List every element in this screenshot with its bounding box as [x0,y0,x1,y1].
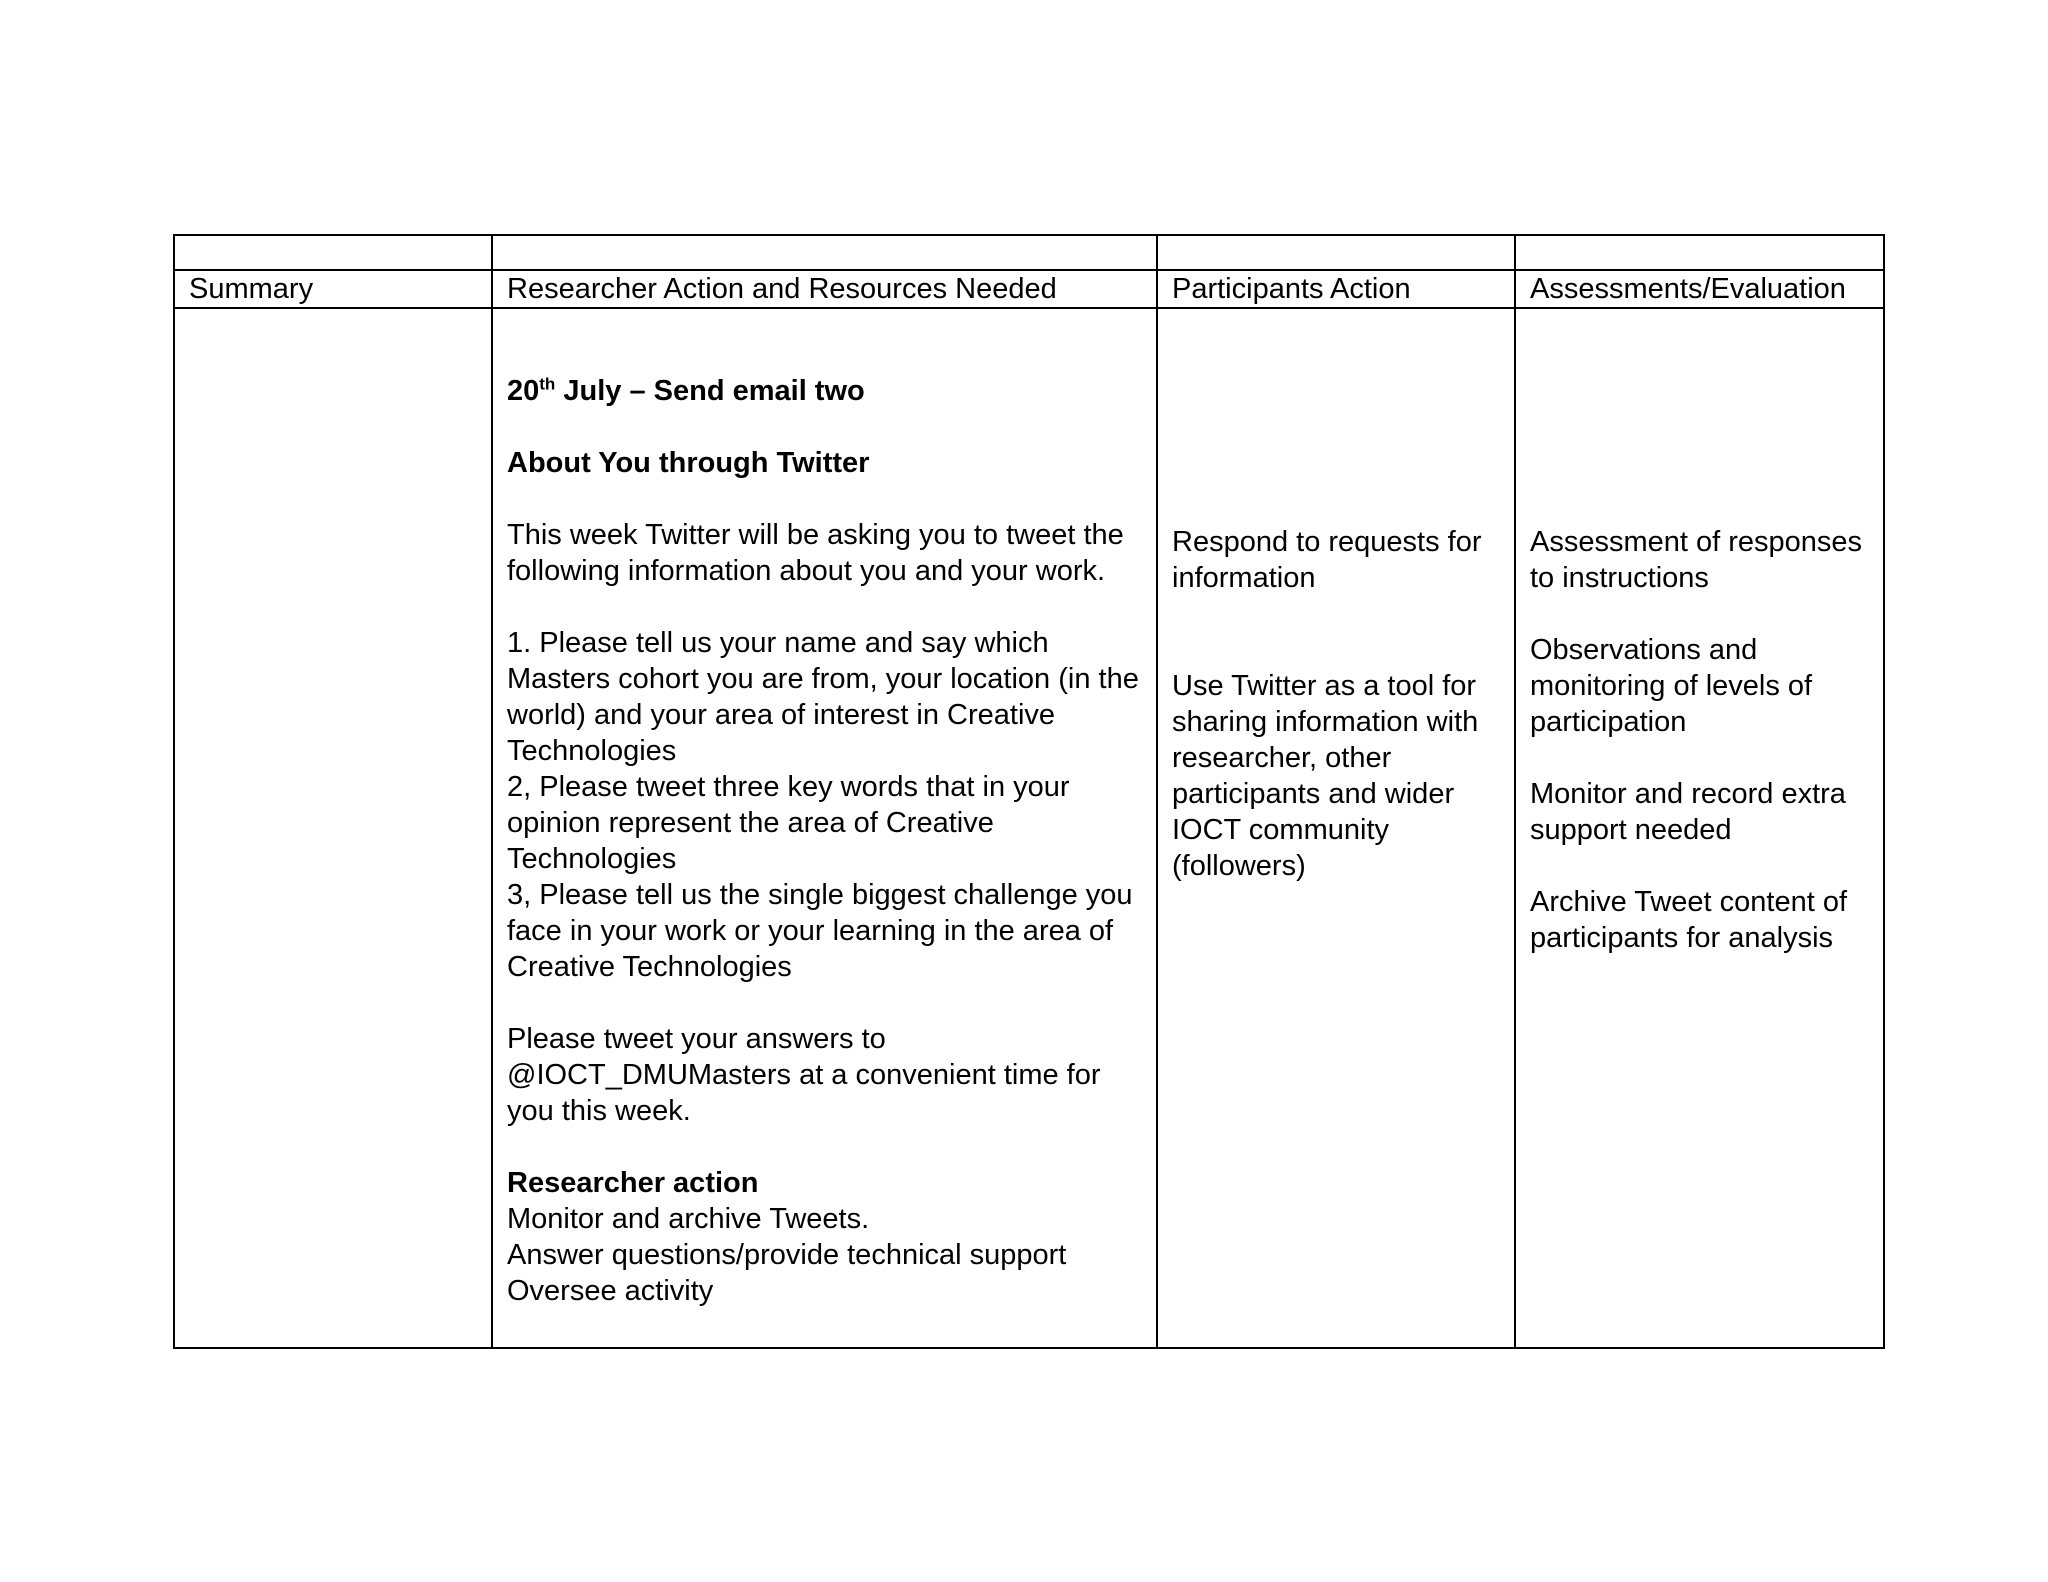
list-item: Monitor and archive Tweets. [507,1203,870,1235]
date-suffix: th [539,374,556,394]
researcher-cell [492,308,1157,1348]
participant-action-1: Respond to requests for information [1172,526,1482,594]
empty-cell [174,235,492,270]
header-summary: Summary [174,270,492,308]
empty-cell [1157,235,1515,270]
table-row-empty [174,235,1884,270]
list-item: Oversee activity [507,1275,714,1307]
plan-table [173,234,1885,1349]
assessment-1: Assessment of responses to instructions [1530,526,1863,594]
researcher-action-block [507,1165,1142,1309]
header-participants-action: Participants Action [1157,270,1515,308]
email-date-heading [507,373,1142,409]
intro-text: This week Twitter will be asking you to tweet the following information about you and your work. [507,519,1124,587]
participants-cell [1157,308,1515,1348]
question-list [507,625,1142,985]
empty-cell [492,235,1157,270]
table-header-row [174,270,1884,308]
researcher-action-heading: Researcher action [507,1167,759,1199]
assessment-2: Observations and monitoring of levels of participation [1530,634,1813,738]
assessment-3: Monitor and record extra support needed [1530,778,1846,846]
assessment-4: Archive Tweet content of participants for analysis [1530,886,1848,954]
empty-cell [1515,235,1884,270]
section-title: About You through Twitter [507,447,870,479]
list-item: 1. Please tell us your name and say which Masters cohort you are from, your location (in the world) and your area of interest in Creative Technologies [507,627,1139,767]
closing-text: Please tweet your answers to @IOCT_DMUMasters at a convenient time for you this week. [507,1023,1101,1127]
table-row [174,308,1884,1348]
list-item: Answer questions/provide technical support [507,1239,1067,1271]
participant-action-2: Use Twitter as a tool for sharing information with researcher, other participants and wider IOCT community (followers) [1172,670,1479,882]
date-rest: July – Send email two [555,375,865,407]
header-assessments: Assessments/Evaluation [1515,270,1884,308]
date-day: 20 [507,375,540,407]
list-item: 3, Please tell us the single biggest challenge you face in your work or your learning in the area of Creative Technologies [507,879,1133,983]
summary-cell [174,308,492,1348]
assessments-cell [1515,308,1884,1348]
list-item: 2, Please tweet three key words that in your opinion represent the area of Creative Technologies [507,771,1070,875]
header-researcher-action: Researcher Action and Resources Needed [492,270,1157,308]
